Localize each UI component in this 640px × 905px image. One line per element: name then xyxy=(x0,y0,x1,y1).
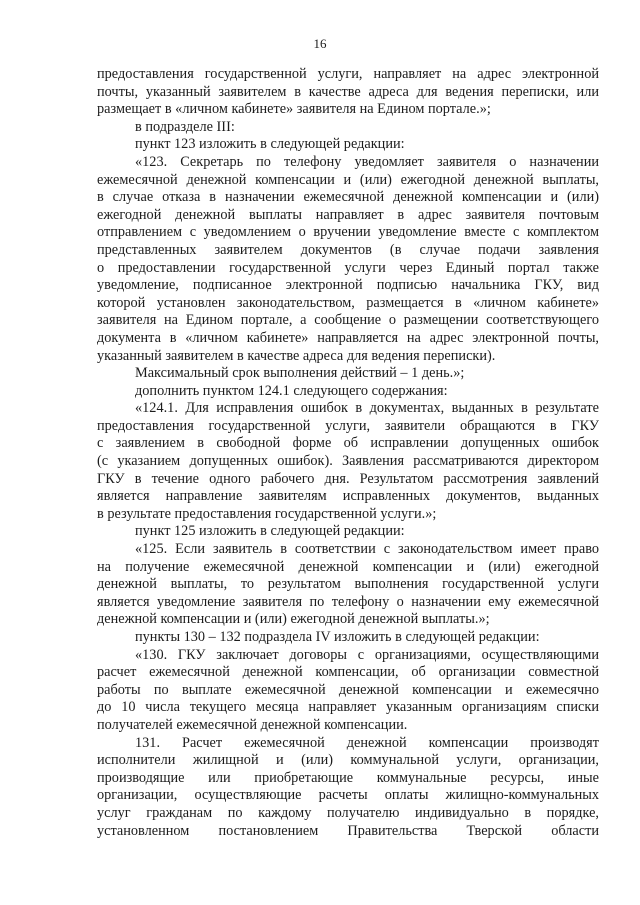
text-line: пункты 130 – 132 подраздела IV изложить в следующей редакции: xyxy=(135,629,540,645)
page-number: 16 xyxy=(313,36,327,51)
text-line: почты, указанный заявителем в качестве адреса для ведения переписки, или xyxy=(97,83,599,100)
text-line: установленном постановлением Правительства Тверской области xyxy=(97,822,599,839)
text-line: заявителя на Едином портале, а сообщение о размещении соответствующего xyxy=(97,312,599,329)
text-line: «124.1. Для исправления ошибок в документах, выданных в результате xyxy=(135,400,599,417)
text-line: о предоставлении государственной услуги через Единый портал также xyxy=(97,259,599,276)
text-line: документа в «личном кабинете» направляется на адрес электронной почты, xyxy=(97,329,599,346)
text-line: отправлением с уведомлением о вручении уведомление вместе с комплектом xyxy=(97,224,599,241)
text-line: «125. Если заявитель в соответствии с законодательством имеет право xyxy=(135,541,599,558)
text-line: «130. ГКУ заключает договоры с организациями, осуществляющими xyxy=(135,646,599,663)
text-line: в случае отказа в назначении ежемесячной денежной компенсации и (или) xyxy=(97,189,599,206)
document-body xyxy=(97,66,599,840)
text-line: Максимальный срок выполнения действий – 1 день.»; xyxy=(135,365,465,382)
text-line: расчет ежемесячной денежной компенсации, об организации совместной xyxy=(97,664,599,681)
text-line: пункт 123 изложить в следующей редакции: xyxy=(135,136,405,153)
text-line: размещает в «личном кабинете» заявителя на Едином портале.»; xyxy=(97,101,491,118)
text-line: до 10 числа текущего месяца направляет указанным организациям списки xyxy=(97,699,599,716)
text-line: которой установлен законодательством, размещается в «личном кабинете» xyxy=(97,294,599,311)
text-line: работы по выплате ежемесячной денежной компенсации и ежемесячно xyxy=(97,681,599,698)
text-line: дополнить пунктом 124.1 следующего содержания: xyxy=(135,382,448,399)
text-line: 131. Расчет ежемесячной денежной компенсации производят xyxy=(135,734,599,751)
text-line: является уведомление заявителя по телефону о назначении ему ежемесячной xyxy=(97,593,599,610)
text-line: организации, осуществляющие расчеты оплаты жилищно-коммунальных xyxy=(97,787,599,804)
text-line: денежной выплаты, то результатом выполнения государственной услуги xyxy=(97,576,599,593)
text-line: услуг гражданам по каждому получателю индивидуально в порядке, xyxy=(97,804,599,821)
text-line: производящие или приобретающие коммунальные ресурсы, иные xyxy=(97,769,599,786)
text-line: уведомление, подписанное электронной подписью начальника ГКУ, вид xyxy=(97,277,599,294)
text-line: «123. Секретарь по телефону уведомляет заявителя о назначении xyxy=(135,153,599,170)
text-line: ежемесячной денежной компенсации и (или) ежегодной денежной выплаты, xyxy=(97,171,599,188)
text-line: в результате предоставления государственной услуги.»; xyxy=(97,505,437,522)
text-line: ежегодной денежной выплаты направляет в адрес заявителя почтовым xyxy=(97,206,599,223)
text-line: на получение ежемесячной денежной компенсации и (или) ежегодной xyxy=(97,558,599,575)
text-line: представленных заявителем документов (в случае подачи заявления xyxy=(97,241,599,258)
text-line: предоставления государственной услуги, направляет на адрес электронной xyxy=(97,66,599,82)
text-line: предоставления государственной услуги, заявители обращаются в ГКУ xyxy=(97,417,599,434)
text-line: пункт 125 изложить в следующей редакции: xyxy=(135,523,405,540)
text-line: в подразделе III: xyxy=(135,118,235,135)
text-line: с заявлением в свободной форме об исправлении допущенных ошибок xyxy=(97,435,599,452)
text-line: является направление заявителям исправленных документов, выданных xyxy=(97,488,599,505)
text-line: исполнители жилищной и (или) коммунальной услуги, организации, xyxy=(97,752,599,769)
text-line: получателей ежемесячной денежной компенсации. xyxy=(97,716,408,733)
text-line: денежной компенсации и (или) ежегодной денежной выплаты.»; xyxy=(97,611,490,628)
text-line: (с указанием допущенных ошибок). Заявления рассматриваются директором xyxy=(97,453,599,470)
text-line: указанный заявителем в качестве адреса для ведения переписки). xyxy=(97,347,496,364)
text-line: ГКУ в течение одного рабочего дня. Результатом рассмотрения заявлений xyxy=(97,470,599,487)
